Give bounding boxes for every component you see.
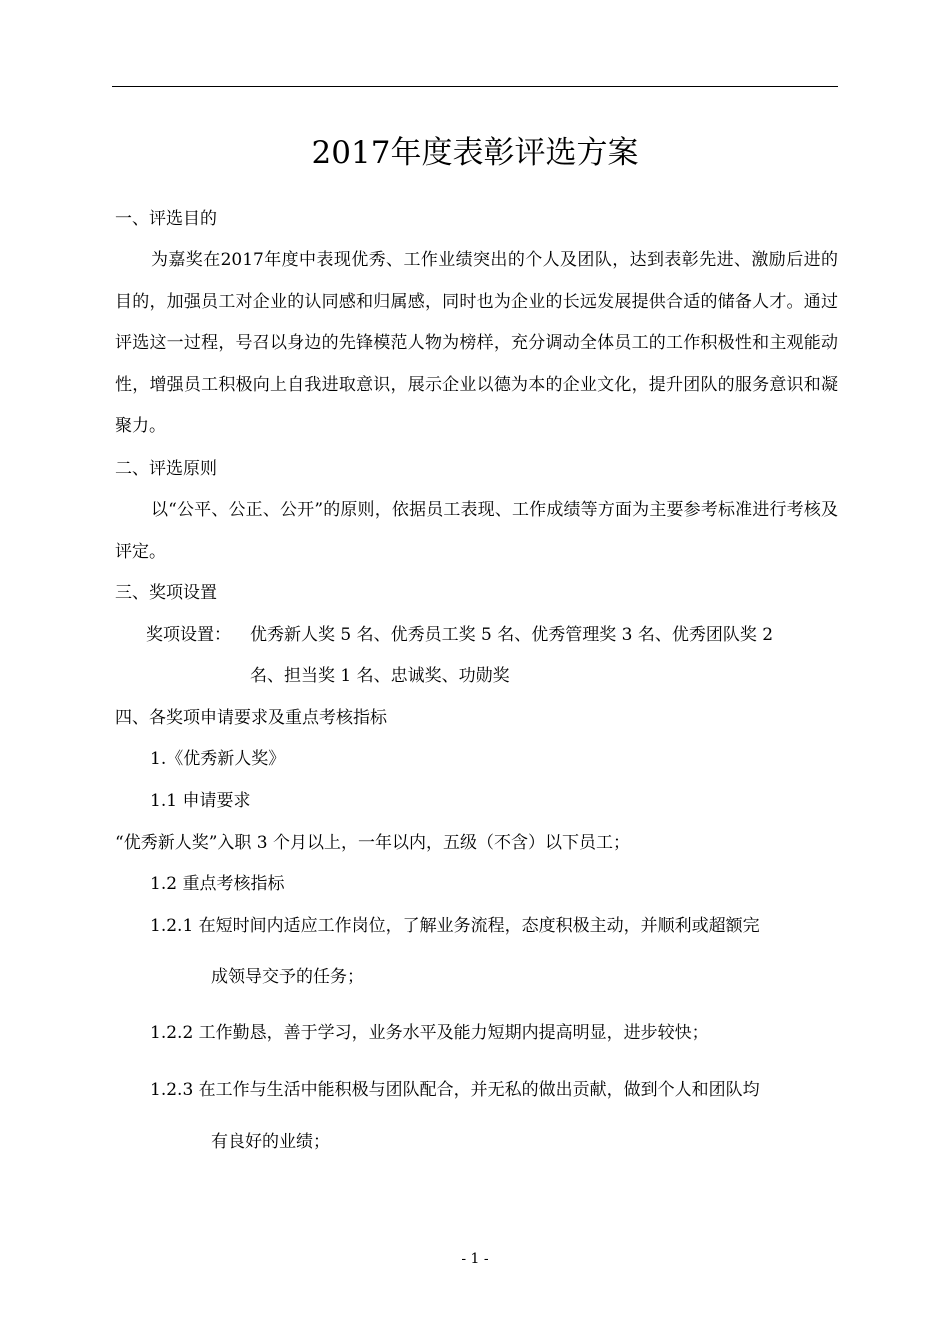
section-heading-purpose: 一、评选目的 — [115, 209, 217, 229]
section-heading-awards: 三、奖项设置 — [115, 583, 217, 603]
section-body-principle: 以“公平、公正、公开”的原则，依据员工表现、工作成绩等方面为主要参考标准进行考核及评定。 — [115, 500, 838, 562]
item-1-2-1-line1: 1.2.1 在短时间内适应工作岗位，了解业务流程，态度积极主动，并顺利或超额完 — [150, 916, 760, 936]
item-1-2-2: 1.2.2 工作勤恳，善于学习，业务水平及能力短期内提高明显，进步较快； — [150, 1023, 709, 1043]
item-1-title: 1.《优秀新人奖》 — [150, 749, 286, 769]
item-1-2-3-line1: 1.2.3 在工作与生活中能积极与团队配合，并无私的做出贡献，做到个人和团队均 — [150, 1080, 760, 1100]
section-heading-principle: 二、评选原则 — [115, 459, 217, 479]
page-number: - 1 - — [461, 1251, 489, 1267]
item-1-1-body: “优秀新人奖”入职 3 个月以上，一年以内，五级（不含）以下员工； — [115, 833, 631, 853]
item-1-2-3-line2: 有良好的业绩； — [211, 1132, 330, 1152]
item-1-2-heading: 1.2 重点考核指标 — [150, 874, 285, 894]
section-body-purpose: 为嘉奖在2017年度中表现优秀、工作业绩突出的个人及团队，达到表彰先进、激励后进的目的，加强员工对企业的认同感和归属感，同时也为企业的长远发展提供合适的储备人才。通过评选这一过程，号召以身边的先锋模范人物为榜样，充分调动全体员工的工作积极性和主观能动性，增强员工积极向上自我进取意识，展示企业以德为本的企业文化，提升团队的服务意识和凝聚力。 — [115, 250, 838, 436]
awards-list-line2: 名、担当奖 1 名、忠诚奖、功勋奖 — [250, 666, 510, 686]
item-1-2-1-line2: 成领导交予的任务； — [211, 967, 364, 987]
awards-label: 奖项设置： — [146, 625, 231, 645]
item-1-1-heading: 1.1 申请要求 — [150, 791, 251, 811]
awards-list-line1: 优秀新人奖 5 名、优秀员工奖 5 名、优秀管理奖 3 名、优秀团队奖 2 — [250, 625, 774, 645]
section-heading-requirements: 四、各奖项申请要求及重点考核指标 — [115, 708, 387, 728]
header-rule — [112, 86, 838, 87]
document-title: 2017年度表彰评选方案 — [311, 135, 639, 171]
